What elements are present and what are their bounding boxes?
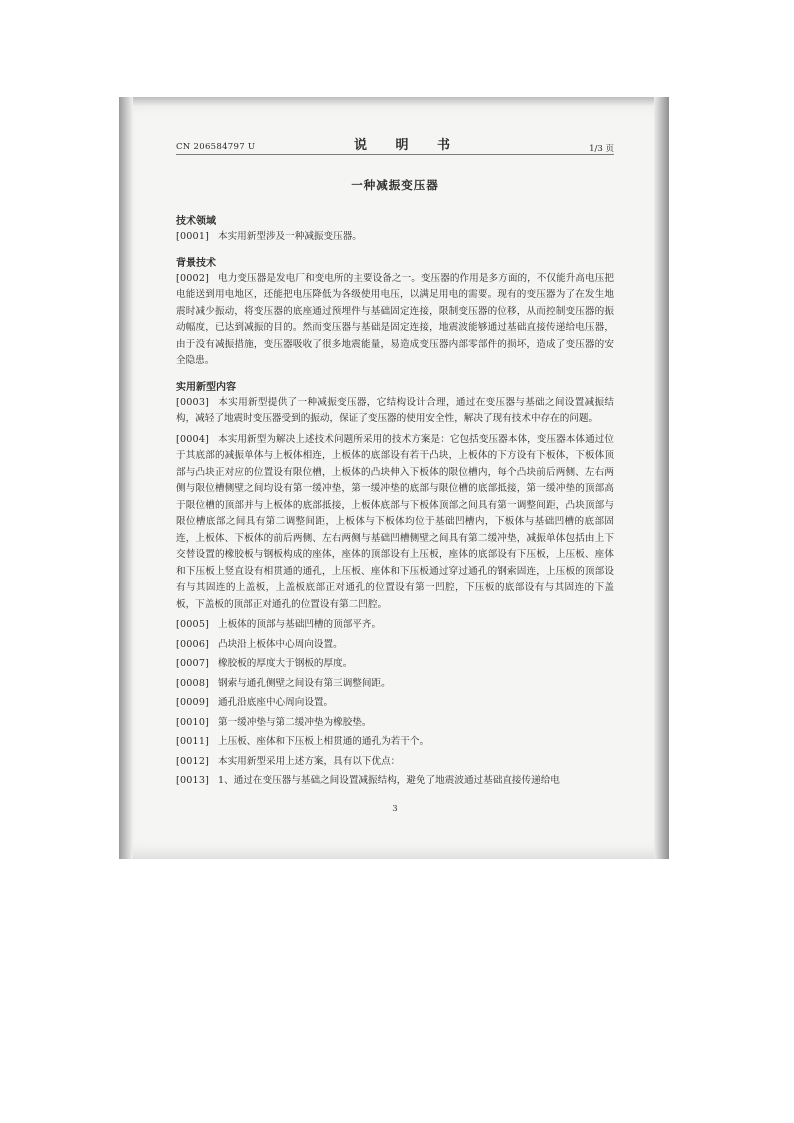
paragraph-text: 上板体的顶部与基础凹槽的顶部平齐。 — [218, 619, 382, 630]
paragraph — [176, 271, 614, 370]
list-item — [176, 734, 614, 751]
section-background — [176, 257, 614, 370]
paragraph-id: [0010] — [176, 716, 210, 728]
paragraph-text: 本实用新型涉及一种减振变压器。 — [218, 231, 362, 242]
page-title: 一种减振变压器 — [351, 178, 439, 192]
paragraph-text: 电力变压器是发电厂和变电所的主要设备之一。变压器的作用是多方面的，不仅能升高电压把电能送到用电地区，还能把电压降低为各级使用电压，以满足用电的需要。现有的变压器为了在发生地震时减少振动，将变压器的底座通过预埋件与基础固定连接，限制变压器的位移，从而控制变压器的振动幅度，已达到减振的目的。然而变压器与基础是固定连接，地震波能够通过基础直接传递给电压器，由于没有减振措施，变压器吸收了很多地震能量，易造成变压器内部零部件的损坏，造成了变压器的安全隐患。 — [176, 272, 614, 366]
paragraph — [176, 395, 614, 428]
paragraph — [176, 229, 614, 246]
paragraph-text: 钢索与通孔侧壁之间设有第三调整间距。 — [218, 677, 391, 689]
list-item — [176, 676, 614, 693]
paragraph-text: 本实用新型为解决上述技术问题所采用的技术方案是：它包括变压器本体，变压器本体通过位于其底部的减振单体与上板体相连，上板体的底部设有若干凸块，上板体的下方设有下板体，下板体顶部与凸块正对应的位置设有限位槽，上板体的凸块伸入下板体的限位槽内，每个凸块前后两侧、左右两侧与限位槽侧壁之间均设有第一缓冲垫，第一缓冲垫的底部与限位槽的底部抵接，第一缓冲垫的顶部高于限位槽的顶部并与上板体的底部抵接，上板体底部与下板体顶部之间具有第一调整间距，凸块顶部与限位槽底部之间具有第二调整间距，上板体与下板体均位于基础凹槽内，下板体与基础凹槽的底部固连，上板体、下板体的前后两侧、左右两侧与基础凹槽侧壁之间具有第二缓冲垫，减振单体包括由上下交替设置的橡胶板与钢板构成的座体，座体的顶部设有上压板，座体的底部设有下压板，上压板、座体和下压板上竖直设有相贯通的通孔，上压板、座体和下压板通过穿过通孔的钢索固连，上压板的顶部设有与其固连的上盖板，上盖板底部正对通孔的位置设有第一凹腔，下压板的底部设有与其固连的下盖板，下盖板的顶部正对通孔的位置设有第二凹腔。 — [176, 433, 614, 610]
paragraph-id: [0008] — [176, 677, 210, 689]
paragraph-id: [0002] — [176, 272, 210, 284]
paragraph-text: 本实用新型采用上述方案，具有以下优点： — [218, 755, 401, 767]
doc-type: 说 明 书 — [354, 138, 463, 153]
paragraph — [176, 432, 614, 614]
paragraph-id: [0013] — [176, 775, 210, 786]
paragraph-text: 通孔沿底座中心周向设置。 — [218, 697, 334, 708]
paragraph-id: [0006] — [176, 638, 210, 650]
paragraph-id: [0001] — [176, 231, 210, 242]
list-item — [176, 715, 614, 732]
section-tech-field — [176, 215, 614, 246]
paragraph-text: 橡胶板的厚度大于钢板的厚度。 — [218, 658, 353, 669]
paragraph-id: [0004] — [176, 433, 210, 445]
paragraph-text: 1、通过在变压器与基础之间设置减振结构，避免了地震波通过基础直接传递给电 — [218, 775, 560, 786]
doc-number: CN 206584797 U — [176, 142, 256, 152]
list-item — [176, 617, 614, 634]
scan-shadow-left — [119, 97, 133, 859]
list-item — [176, 754, 614, 771]
document-page — [176, 132, 614, 801]
paragraph-id: [0009] — [176, 697, 210, 708]
paragraph-id: [0005] — [176, 619, 210, 630]
paragraph-text: 本实用新型提供了一种减振变压器，它结构设计合理，通过在变压器与基础之间设置减振结构，减轻了地震时变压器受到的振动，保证了变压器的使用安全性，解决了现有技术中存在的问题。 — [176, 396, 614, 424]
page-header — [176, 132, 614, 155]
scan-shadow-right — [654, 97, 669, 859]
page-count: 1/3 页 — [589, 144, 614, 154]
list-item — [176, 773, 614, 790]
paragraph-id: [0007] — [176, 658, 210, 669]
section-content — [176, 381, 614, 790]
paragraph-id: [0011] — [176, 736, 210, 747]
section-heading: 背景技术 — [176, 257, 216, 269]
scan-shadow-top — [119, 97, 669, 107]
section-heading: 技术领域 — [176, 216, 216, 227]
paragraph-text: 第一缓冲垫与第二缓冲垫为橡胶垫。 — [218, 716, 372, 728]
list-item — [176, 695, 614, 712]
list-item — [176, 656, 614, 673]
section-heading: 实用新型内容 — [176, 381, 236, 393]
list-item — [176, 637, 614, 654]
paragraph-text: 上压板、座体和下压板上相贯通的通孔为若干个。 — [218, 736, 430, 747]
paragraph-id: [0003] — [176, 396, 210, 408]
page-number: 3 — [392, 804, 398, 814]
paragraph-text: 凸块沿上板体中心周向设置。 — [218, 638, 343, 650]
paragraph-id: [0012] — [176, 755, 210, 767]
